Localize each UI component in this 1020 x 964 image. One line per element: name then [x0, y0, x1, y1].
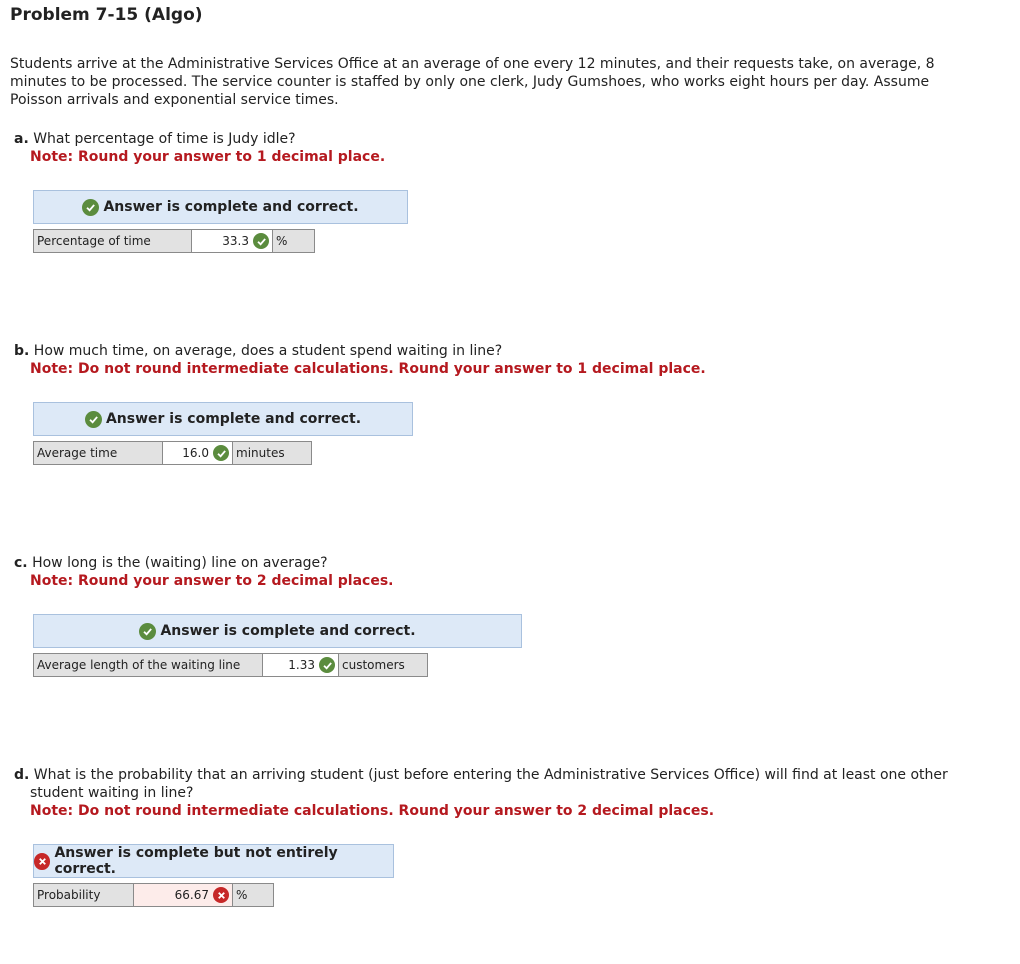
check-circle-icon: [85, 411, 102, 428]
question-text: How much time, on average, does a student spend waiting in line?: [33, 343, 503, 359]
x-circle-icon: [213, 887, 229, 903]
check-circle-icon: [82, 199, 99, 216]
answer-unit: %: [273, 229, 315, 253]
answer-unit: customers: [339, 653, 428, 677]
question-note: Note: Round your answer to 2 decimal places.: [30, 573, 394, 589]
question-note: Note: Round your answer to 1 decimal place.: [30, 149, 386, 165]
answer-value: 66.67: [174, 888, 209, 902]
answer-input[interactable]: [163, 441, 233, 465]
question-letter: c.: [14, 555, 28, 571]
check-circle-icon: [253, 233, 269, 249]
answer-value: 1.33: [288, 658, 315, 672]
question-letter: b.: [14, 343, 30, 359]
answer-row: [33, 229, 315, 253]
check-circle-icon: [319, 657, 335, 673]
answer-row: [33, 441, 312, 465]
banner-text: Answer is complete and correct.: [105, 411, 362, 427]
answer-status-banner: [33, 190, 408, 224]
question-b: [14, 342, 964, 378]
answer-label: Probability: [33, 883, 134, 907]
answer-input[interactable]: [192, 229, 273, 253]
question-letter: a.: [14, 131, 29, 147]
answer-unit: minutes: [233, 441, 312, 465]
answer-label: Average length of the waiting line: [33, 653, 263, 677]
answer-input[interactable]: [134, 883, 233, 907]
x-circle-icon: [34, 853, 50, 870]
answer-value: 16.0: [182, 446, 209, 460]
answer-status-banner: [33, 614, 522, 648]
question-text: What is the probability that an arriving student (just before entering the Administrative Services Office) will find at least one other: [33, 767, 948, 783]
answer-row: [33, 653, 428, 677]
banner-text: Answer is complete and correct.: [160, 623, 416, 639]
answer-label: Average time: [33, 441, 163, 465]
answer-value: 33.3: [222, 234, 249, 248]
question-letter: d.: [14, 767, 30, 783]
question-note: Note: Do not round intermediate calculations. Round your answer to 2 decimal places.: [30, 803, 715, 819]
question-d: [14, 766, 964, 820]
answer-label: Percentage of time: [33, 229, 192, 253]
answer-input[interactable]: [263, 653, 339, 677]
banner-text: Answer is complete and correct.: [103, 199, 359, 215]
question-note: Note: Do not round intermediate calculations. Round your answer to 1 decimal place.: [30, 361, 706, 377]
question-text: What percentage of time is Judy idle?: [33, 131, 296, 147]
answer-status-banner: [33, 844, 394, 878]
check-circle-icon: [139, 623, 156, 640]
banner-text: Answer is complete but not entirely correct.: [54, 845, 338, 877]
question-text: How long is the (waiting) line on average?: [32, 555, 328, 571]
question-text-continued: student waiting in line?: [30, 785, 194, 801]
answer-status-banner: [33, 402, 413, 436]
problem-statement: Students arrive at the Administrative Services Office at an average of one every 12 minutes, and their requests take, on average, 8 minutes to be processed. The service counter is staffed by only one clerk, Judy Gumshoes, who works eight hours per day. Assume Poisson arrivals and exponential service times.: [10, 56, 935, 108]
question-a: [14, 130, 964, 166]
check-circle-icon: [213, 445, 229, 461]
question-c: [14, 554, 964, 590]
page-title: Problem 7-15 (Algo): [10, 5, 203, 25]
answer-unit: %: [233, 883, 274, 907]
answer-row: [33, 883, 274, 907]
